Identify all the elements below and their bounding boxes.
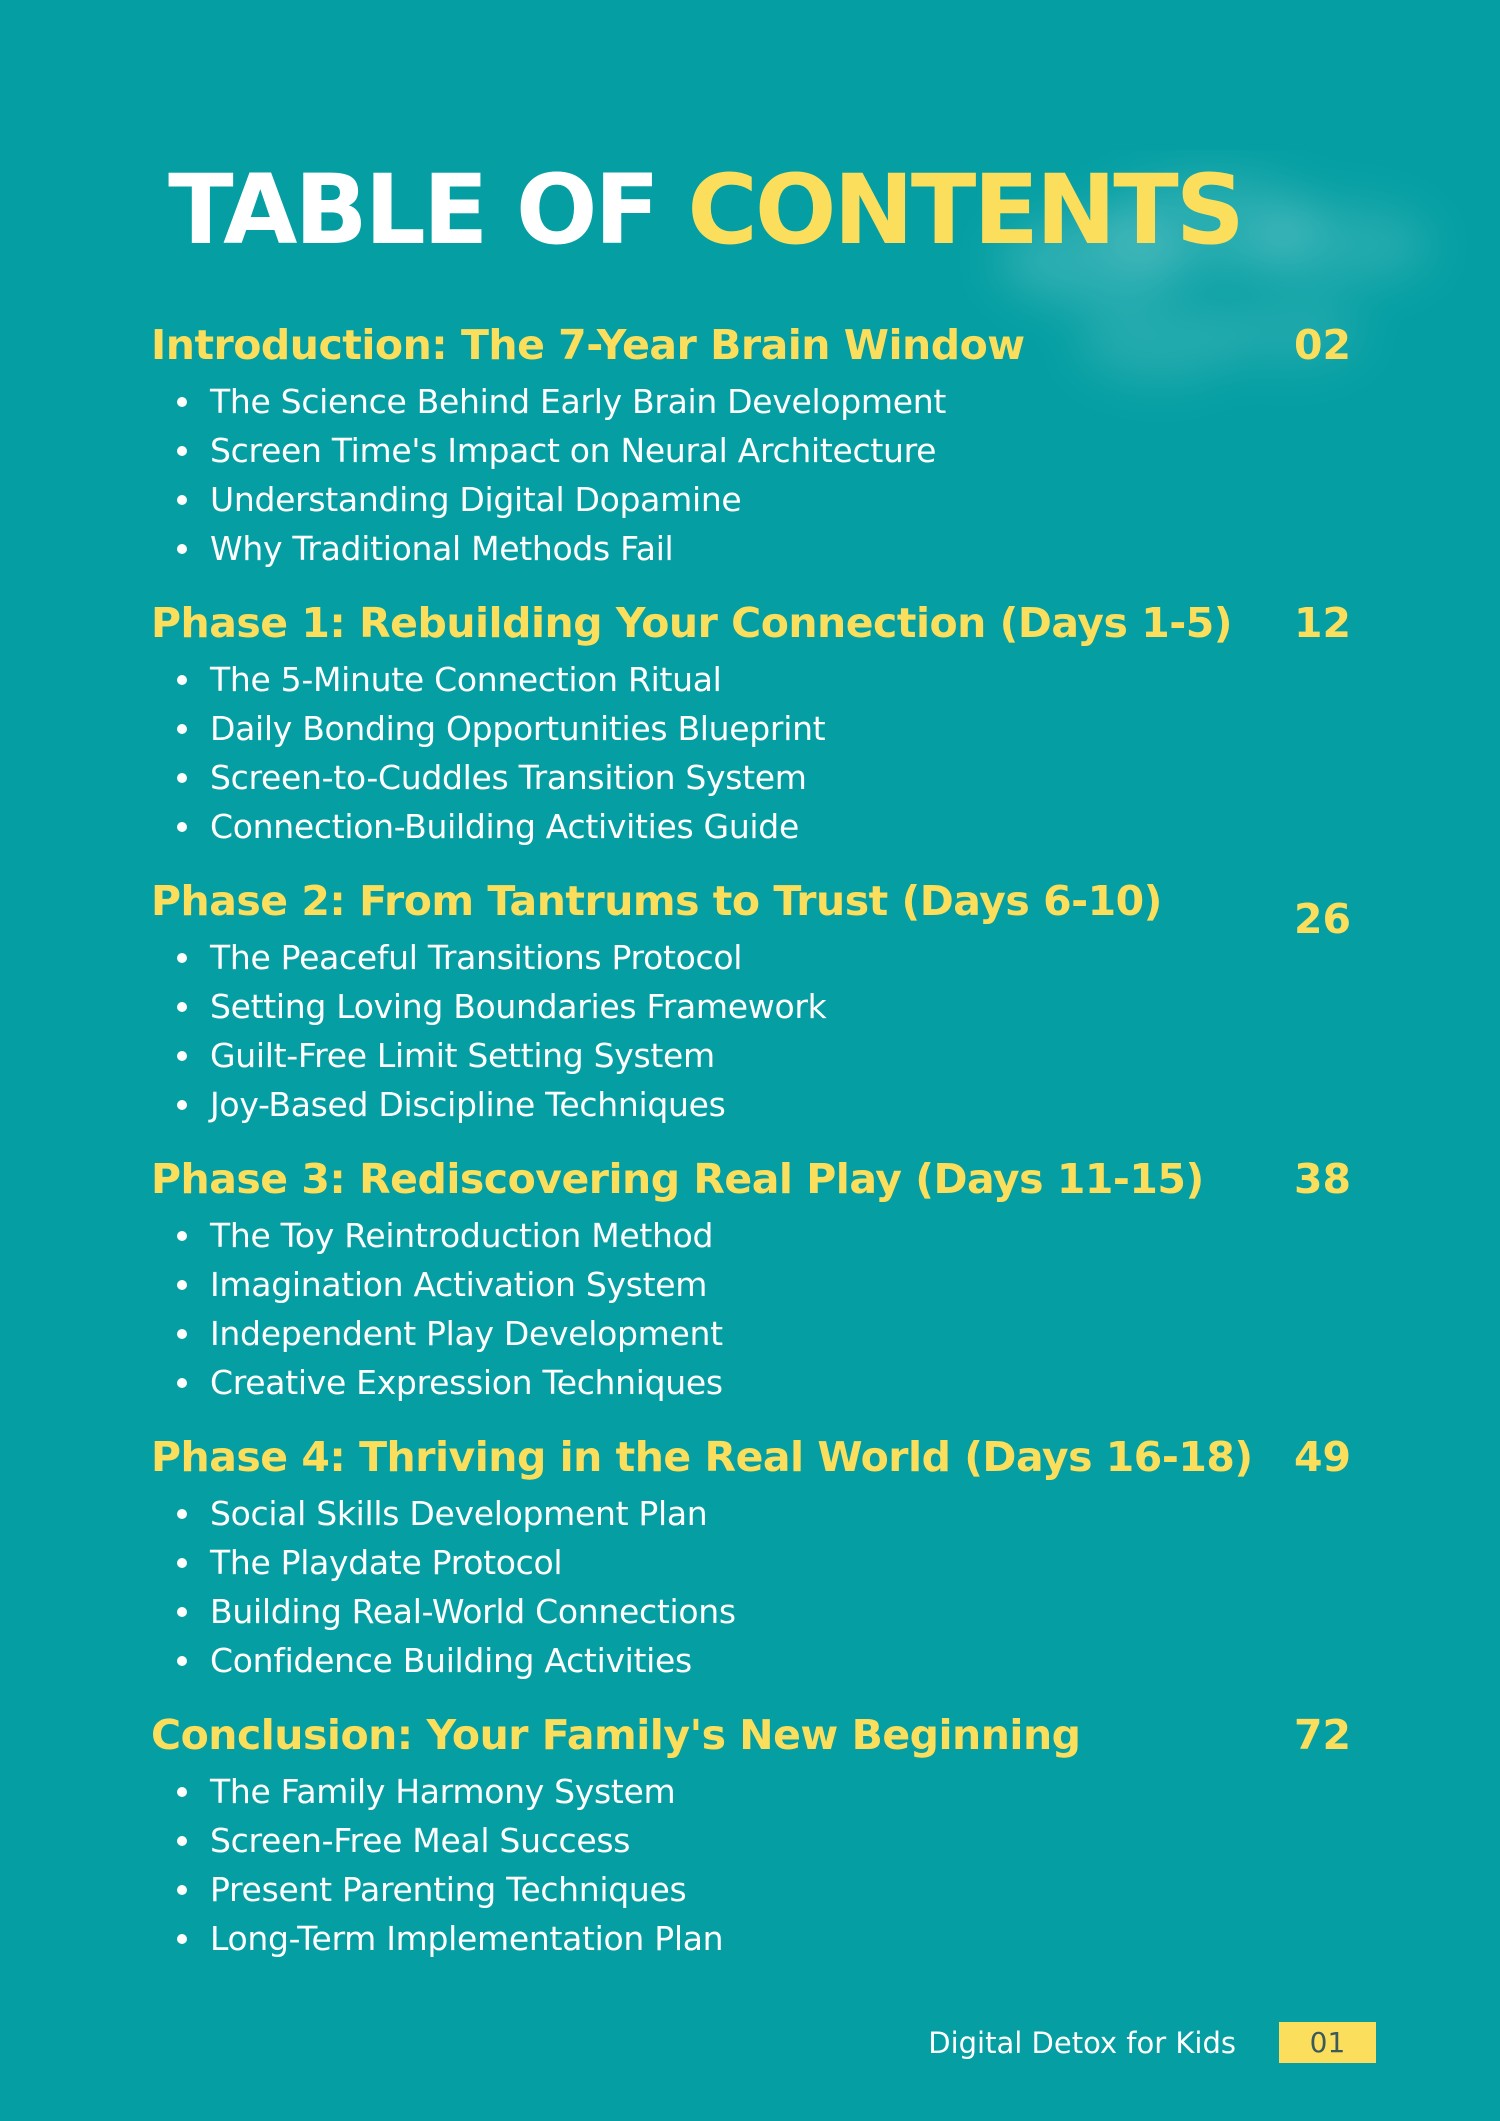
list-item-label: Creative Expression Techniques [210, 1363, 723, 1402]
list-item-label: The 5-Minute Connection Ritual [210, 660, 722, 699]
list-item-label: The Family Harmony System [210, 1772, 676, 1811]
list-item [151, 982, 1351, 1031]
list-item-label: Screen-Free Meal Success [210, 1821, 631, 1860]
section-items [151, 1211, 1351, 1407]
section-title[interactable]: Conclusion: Your Family's New Beginning [151, 1711, 1081, 1759]
bullet-icon [177, 1002, 187, 1012]
list-item-label: Social Skills Development Plan [210, 1494, 708, 1533]
section-page-number: 38 [1293, 1155, 1351, 1203]
list-item [151, 1914, 1351, 1963]
bullet-icon [177, 1656, 187, 1666]
list-item [151, 1587, 1351, 1636]
list-item [151, 1031, 1351, 1080]
toc-section-phase-4[interactable] [151, 1425, 1351, 1685]
list-item-label: Why Traditional Methods Fail [210, 529, 674, 568]
bullet-icon [177, 1934, 187, 1944]
bullet-icon [177, 1885, 187, 1895]
section-title[interactable]: Phase 2: From Tantrums to Trust (Days 6-10) [151, 877, 1162, 925]
list-item [151, 1211, 1351, 1260]
list-item-label: The Toy Reintroduction Method [210, 1216, 714, 1255]
title-part-white: TABLE OF [168, 154, 688, 266]
list-item-label: The Playdate Protocol [210, 1543, 563, 1582]
list-item [151, 933, 1351, 982]
bullet-icon [177, 1280, 187, 1290]
list-item-label: Screen-to-Cuddles Transition System [210, 758, 807, 797]
bullet-icon [177, 675, 187, 685]
list-item [151, 1309, 1351, 1358]
section-items [151, 377, 1351, 573]
section-title[interactable]: Introduction: The 7-Year Brain Window [151, 321, 1025, 369]
bullet-icon [177, 495, 187, 505]
list-item [151, 704, 1351, 753]
list-item [151, 1865, 1351, 1914]
list-item [151, 753, 1351, 802]
table-of-contents [151, 313, 1351, 1981]
list-item-label: Present Parenting Techniques [210, 1870, 687, 1909]
section-title[interactable]: Phase 4: Thriving in the Real World (Days 16-18) [151, 1433, 1253, 1481]
page-title [0, 150, 1410, 270]
list-item-label: Long-Term Implementation Plan [210, 1919, 724, 1958]
section-items [151, 1767, 1351, 1963]
section-page-number: 02 [1293, 321, 1351, 369]
list-item [151, 1260, 1351, 1309]
list-item-label: Building Real-World Connections [210, 1592, 736, 1631]
list-item-label: Understanding Digital Dopamine [210, 480, 742, 519]
bullet-icon [177, 822, 187, 832]
bullet-icon [177, 1231, 187, 1241]
toc-section-conclusion[interactable] [151, 1703, 1351, 1963]
bullet-icon [177, 1051, 187, 1061]
list-item-label: Joy-Based Discipline Techniques [210, 1085, 726, 1124]
section-page-number: 49 [1293, 1433, 1351, 1481]
section-items [151, 1489, 1351, 1685]
list-item-label: The Peaceful Transitions Protocol [210, 938, 743, 977]
section-heading [151, 1703, 1351, 1767]
section-heading [151, 869, 1351, 943]
list-item [151, 1358, 1351, 1407]
section-page-number: 72 [1293, 1711, 1351, 1759]
section-items [151, 655, 1351, 851]
list-item-label: Screen Time's Impact on Neural Architecture [210, 431, 937, 470]
list-item [151, 524, 1351, 573]
list-item-label: Daily Bonding Opportunities Blueprint [210, 709, 826, 748]
list-item-label: Connection-Building Activities Guide [210, 807, 799, 846]
list-item [151, 1767, 1351, 1816]
bullet-icon [177, 773, 187, 783]
section-heading [151, 591, 1351, 655]
list-item [151, 1489, 1351, 1538]
bullet-icon [177, 397, 187, 407]
list-item [151, 655, 1351, 704]
toc-section-phase-3[interactable] [151, 1147, 1351, 1407]
list-item [151, 1080, 1351, 1129]
bullet-icon [177, 544, 187, 554]
section-title[interactable]: Phase 1: Rebuilding Your Connection (Days 1-5) [151, 599, 1233, 647]
list-item [151, 1816, 1351, 1865]
bullet-icon [177, 1329, 187, 1339]
section-title[interactable]: Phase 3: Rediscovering Real Play (Days 11-15) [151, 1155, 1204, 1203]
bullet-icon [177, 446, 187, 456]
bullet-icon [177, 1787, 187, 1797]
bullet-icon [177, 1607, 187, 1617]
section-heading [151, 313, 1351, 377]
bullet-icon [177, 1509, 187, 1519]
list-item [151, 377, 1351, 426]
list-item [151, 1636, 1351, 1685]
title-part-yellow: CONTENTS [687, 154, 1242, 266]
section-page-number: 12 [1293, 599, 1351, 647]
bullet-icon [177, 1378, 187, 1388]
footer-book-title: Digital Detox for Kids [928, 2026, 1236, 2060]
bullet-icon [177, 1100, 187, 1110]
footer-page-number: 01 [1279, 2022, 1376, 2063]
toc-section-phase-2[interactable] [151, 869, 1351, 1129]
section-items [151, 933, 1351, 1129]
bullet-icon [177, 1558, 187, 1568]
bullet-icon [177, 1836, 187, 1846]
section-heading [151, 1425, 1351, 1489]
list-item [151, 475, 1351, 524]
section-heading [151, 1147, 1351, 1211]
bullet-icon [177, 953, 187, 963]
list-item-label: The Science Behind Early Brain Development [210, 382, 947, 421]
list-item-label: Guilt-Free Limit Setting System [210, 1036, 715, 1075]
bullet-icon [177, 724, 187, 734]
list-item-label: Independent Play Development [210, 1314, 723, 1353]
list-item-label: Setting Loving Boundaries Framework [210, 987, 827, 1026]
list-item-label: Confidence Building Activities [210, 1641, 692, 1680]
list-item [151, 802, 1351, 851]
toc-section-introduction[interactable] [151, 313, 1351, 573]
list-item [151, 426, 1351, 475]
list-item-label: Imagination Activation System [210, 1265, 708, 1304]
toc-section-phase-1[interactable] [151, 591, 1351, 851]
section-page-number: 26 [1293, 895, 1351, 943]
list-item [151, 1538, 1351, 1587]
